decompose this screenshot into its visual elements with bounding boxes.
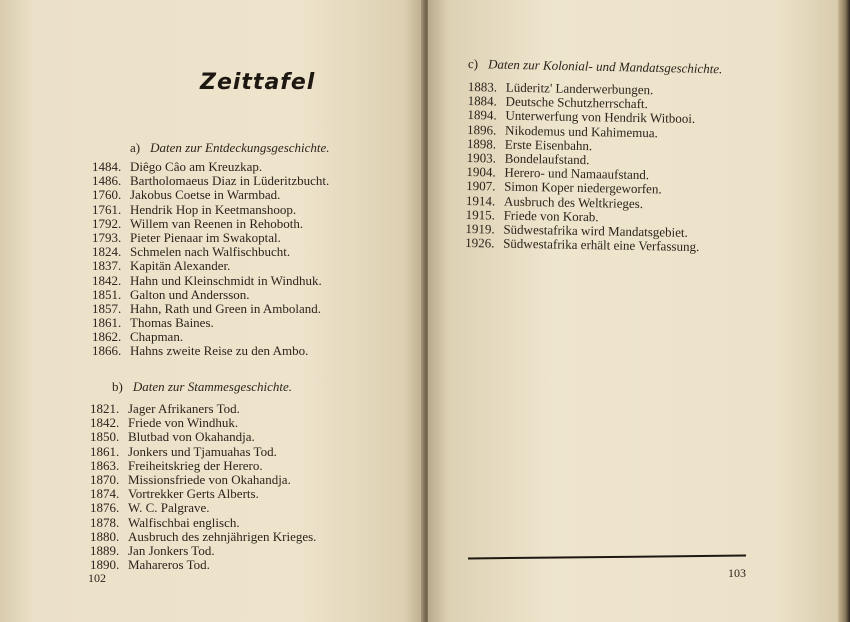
timeline-entry [90, 445, 316, 459]
entry-year: 1486. [92, 173, 122, 189]
entry-year: 1876. [90, 500, 120, 516]
entry-text: Blutbad von Okahandja. [128, 429, 255, 445]
entry-year: 1890. [90, 557, 120, 573]
entry-year: 1760. [92, 187, 122, 203]
entry-text: Unterwerfung von Hendrik Witbooi. [505, 108, 696, 127]
entry-text: W. C. Palgrave. [128, 500, 210, 516]
timeline-entry [90, 473, 316, 487]
entry-text: Chapman. [130, 329, 184, 345]
entry-year: 1904. [466, 164, 496, 180]
entry-text: Friede von Windhuk. [128, 415, 239, 431]
entry-text: Erste Eisenbahn. [504, 136, 593, 153]
timeline-entry [92, 316, 329, 330]
timeline-entry [90, 487, 316, 501]
entry-text: Missionsfriede von Okahandja. [128, 471, 291, 487]
entry-text: Jakobus Coetse in Warmbad. [130, 187, 281, 203]
page-edges [838, 0, 850, 622]
timeline-entry [90, 516, 316, 530]
entry-text: Hahn und Kleinschmidt in Windhuk. [130, 272, 322, 288]
timeline-entry [92, 217, 329, 231]
entry-text: Südwestafrika wird Mandatsgebiet. [503, 221, 688, 240]
entry-year: 1883. [467, 79, 498, 95]
entry-year: 1824. [92, 244, 122, 260]
section-c-entries [465, 80, 702, 254]
timeline-entry [90, 402, 316, 416]
entry-year: 1792. [92, 215, 122, 231]
entry-text: Südwestafrika erhält eine Verfassung. [503, 235, 700, 255]
page-number-right: 103 [728, 566, 746, 580]
entry-text: Bartholomaeus Diaz in Lüderitzbucht. [130, 173, 330, 189]
entry-year: 1842. [92, 272, 122, 288]
timeline-entry [90, 459, 316, 473]
entry-text: Pieter Pienaar im Swakoptal. [130, 229, 281, 245]
section-a-heading [130, 140, 330, 156]
entry-year: 1793. [92, 229, 122, 245]
entry-text: Kapitän Alexander. [130, 258, 231, 274]
timeline-entry [92, 288, 329, 302]
entry-year: 1884. [467, 93, 498, 109]
section-b-entries [90, 402, 316, 572]
entry-year: 1857. [92, 300, 122, 316]
entry-year: 1926. [465, 235, 495, 251]
timeline-entry [92, 259, 329, 273]
entry-year: 1894. [467, 107, 497, 123]
entry-text: Hendrik Hop in Keetmanshoop. [130, 201, 297, 217]
entry-text: Nikodemus und Kahimemua. [505, 122, 658, 140]
timeline-entry [92, 274, 329, 288]
entry-year: 1484. [92, 159, 122, 174]
timeline-entry [90, 430, 316, 444]
timeline-entry [465, 236, 699, 254]
timeline-entry [90, 501, 316, 515]
entry-year: 1863. [90, 457, 120, 473]
timeline-entry [92, 245, 329, 259]
section-b-title: Daten zur Stammesgeschichte. [132, 379, 293, 394]
timeline-entry [92, 344, 329, 358]
timeline-entry [90, 544, 316, 558]
entry-text: Freiheitskrieg der Herero. [128, 457, 263, 473]
entry-year: 1842. [90, 415, 120, 431]
section-a-title: Daten zur Entdeckungsgeschichte. [150, 140, 330, 155]
entry-year: 1861. [92, 315, 122, 331]
entry-year: 1761. [92, 201, 122, 217]
entry-year: 1889. [90, 542, 120, 558]
entry-year: 1837. [92, 258, 122, 274]
page-title: Zeittafel [200, 70, 316, 95]
entry-year: 1907. [466, 178, 496, 194]
entry-text: Schmelen nach Walfischbucht. [130, 244, 291, 260]
entry-text: Ausbruch des Weltkrieges. [503, 193, 644, 211]
section-c-title: Daten zur Kolonial- und Mandatsgeschichte. [487, 56, 723, 77]
entry-year: 1861. [90, 443, 120, 459]
entry-text: Walfischbai englisch. [128, 514, 240, 530]
entry-text: Bondelaufstand. [504, 150, 590, 168]
entry-year: 1898. [466, 135, 497, 152]
section-b-letter: b) [112, 379, 123, 394]
timeline-entry [90, 530, 316, 544]
entry-year: 1874. [90, 486, 120, 502]
entry-year: 1896. [467, 121, 497, 138]
timeline-entry [90, 558, 316, 572]
section-b-heading [112, 379, 292, 395]
entry-year: 1850. [90, 429, 120, 445]
entry-text: Hahns zweite Reise zu den Ambo. [130, 343, 309, 359]
entry-text: Mahareros Tod. [128, 557, 210, 573]
entry-year: 1851. [92, 286, 122, 302]
entry-text: Diêgo Câo am Kreuzkap. [130, 159, 263, 174]
entry-text: Jonkers und Tjamuahas Tod. [128, 443, 277, 459]
entry-year: 1866. [92, 343, 122, 359]
timeline-entry [92, 302, 329, 316]
entry-year: 1880. [90, 528, 120, 544]
timeline-entry [90, 416, 316, 430]
entry-year: 1914. [465, 192, 496, 208]
timeline-entry [92, 231, 329, 245]
timeline-entry [92, 203, 329, 217]
entry-year: 1870. [90, 471, 120, 487]
entry-year: 1821. [90, 401, 120, 416]
timeline-entry [92, 330, 329, 344]
entry-year: 1878. [90, 514, 120, 530]
entry-year: 1862. [92, 329, 122, 345]
section-a-letter: a) [130, 140, 141, 155]
timeline-entry [92, 188, 329, 202]
entry-text: Jager Afrikaners Tod. [128, 401, 240, 416]
entry-text: Hahn, Rath und Green in Amboland. [130, 300, 321, 316]
section-a-entries [92, 160, 329, 359]
entry-text: Simon Koper niedergeworfen. [504, 178, 662, 197]
entry-year: 1915. [465, 206, 496, 223]
section-c-letter: c) [467, 56, 479, 72]
entry-text: Lüderitz' Landerwerbungen. [505, 79, 654, 98]
page-number-left: 102 [88, 571, 106, 585]
entry-text: Galton und Andersson. [130, 286, 250, 302]
entry-text: Willem van Reenen in Rehoboth. [130, 215, 304, 231]
entry-text: Thomas Baines. [130, 315, 214, 331]
timeline-entry [92, 174, 329, 188]
entry-text: Vortrekker Gerts Alberts. [128, 486, 259, 502]
entry-text: Friede von Korab. [503, 207, 599, 224]
section-c-heading [468, 56, 723, 77]
entry-text: Herero- und Namaaufstand. [504, 164, 650, 183]
timeline-entry [92, 160, 329, 174]
entry-year: 1903. [466, 149, 497, 166]
entry-text: Ausbruch des zehnjährigen Krieges. [128, 528, 317, 544]
right-page [428, 0, 840, 622]
entry-text: Deutsche Schutzherrschaft. [505, 93, 648, 112]
entry-text: Jan Jonkers Tod. [128, 542, 215, 558]
entry-year: 1919. [465, 220, 495, 237]
